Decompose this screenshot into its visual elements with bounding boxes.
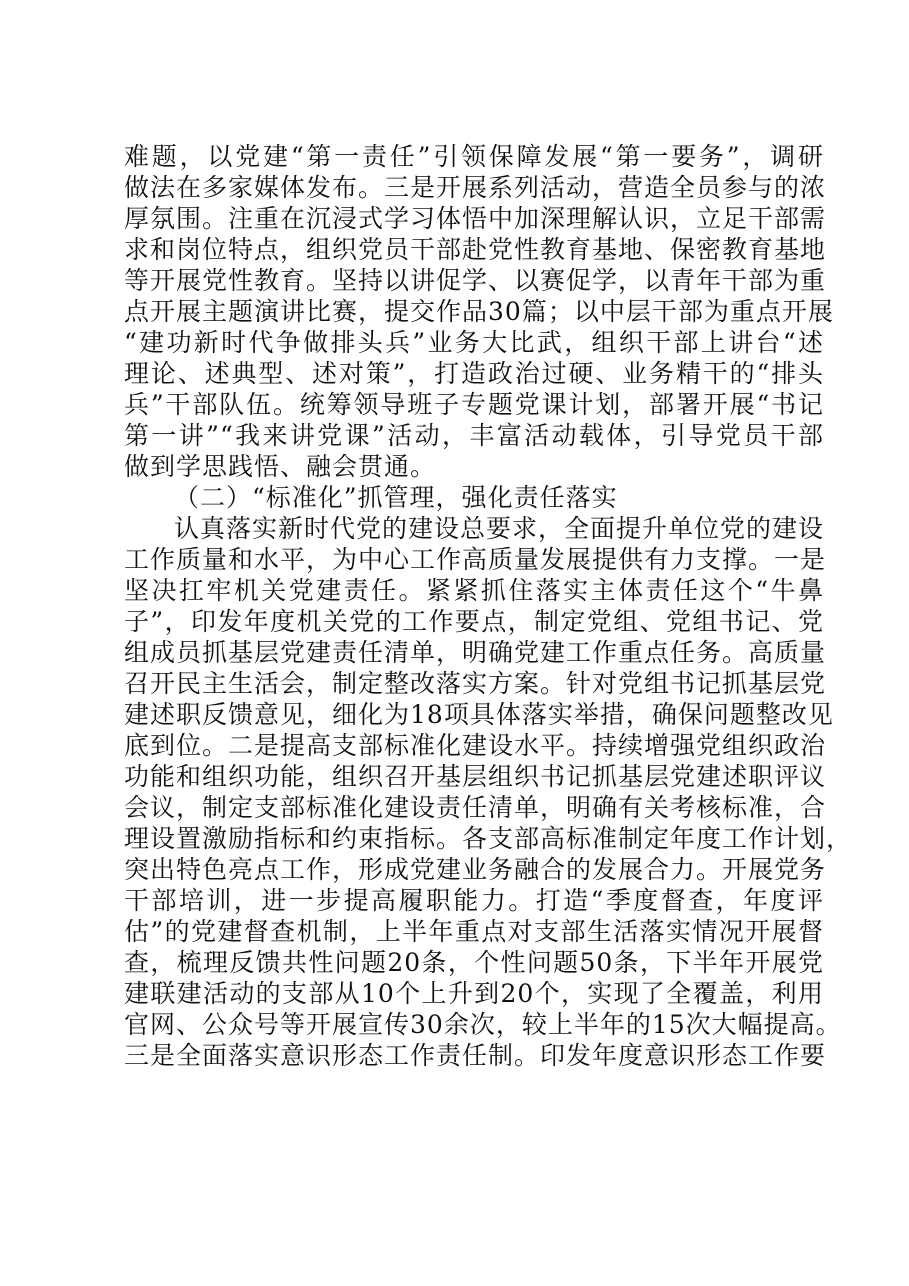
paragraph-1 (124, 141, 834, 482)
text-line: 官网、公众号等开展宣传30余次，较上半年的15次大幅提高。 (124, 1010, 842, 1039)
text-line: 建述职反馈意见，细化为18项具体落实举措，确保问题整改见 (124, 700, 834, 729)
text-line: 点开展主题演讲比赛，提交作品30篇；以中层干部为重点开展 (124, 297, 834, 326)
text-line: 理论、述典型、述对策”，打造政治过硬、业务精干的“排头 (124, 359, 824, 388)
text-line: 第一讲”“我来讲党课”活动，丰富活动载体，引导党员干部 (124, 421, 824, 450)
text-line: 难题，以党建“第一责任”引领保障发展“第一要务”，调研 (124, 142, 824, 171)
text-line: 突出特色亮点工作，形成党建业务融合的发展合力。开展党务 (124, 855, 827, 884)
text-line: 功能和组织功能，组织召开基层组织书记抓基层党建述职评议 (124, 762, 827, 791)
text-line: 召开民主生活会，制定整改落实方案。针对党组书记抓基层党 (124, 669, 827, 698)
text-line: 坚决扛牢机关党建责任。紧紧抓住落实主体责任这个“牛鼻 (124, 576, 824, 605)
text-line: 工作质量和水平，为中心工作高质量发展提供有力支撑。一是 (124, 545, 827, 574)
text-line: 做法在多家媒体发布。三是开展系列活动，营造全员参与的浓 (124, 173, 827, 202)
text-line: 等开展党性教育。坚持以讲促学、以赛促学，以青年干部为重 (124, 266, 827, 295)
text-line: 估”的党建督查机制，上半年重点对支部生活落实情况开展督 (124, 917, 824, 946)
paragraph-2 (124, 513, 853, 1071)
text-line: 查，梳理反馈共性问题20条，个性问题50条，下半年开展党 (124, 948, 824, 977)
text-line: 组成员抓基层党建责任清单，明确党建工作重点任务。高质量 (124, 638, 827, 667)
text-line: 底到位。二是提高支部标准化建设水平。持续增强党组织政治 (124, 731, 827, 760)
text-line: 做到学思践悟、融会贯通。 (124, 452, 437, 481)
text-line: 厚氛围。注重在沉浸式学习体悟中加深理解认识，立足干部需 (124, 204, 827, 233)
text-line: “建功新时代争做排头兵”业务大比武，组织干部上讲台“述 (124, 328, 824, 357)
document-body (124, 141, 853, 1071)
text-line: 理设置激励指标和约束指标。各支部高标准制定年度工作计划， (124, 824, 853, 853)
text-line: 三是全面落实意识形态工作责任制。印发年度意识形态工作要 (124, 1041, 827, 1070)
text-line: 子”，印发年度机关党的工作要点，制定党组、党组书记、党 (124, 607, 824, 636)
text-line: 干部培训，进一步提高履职能力。打造“季度督查，年度评 (124, 886, 824, 915)
text-line: 会议，制定支部标准化建设责任清单，明确有关考核标准，合 (124, 793, 827, 822)
text-line: 认真落实新时代党的建设总要求，全面提升单位党的建设 (174, 514, 825, 543)
section-heading: （二）“标准化”抓管理，强化责任落实 (174, 483, 618, 512)
text-line: 求和岗位特点，组织党员干部赴党性教育基地、保密教育基地 (124, 235, 827, 264)
text-line: 建联建活动的支部从10个上升到20个，实现了全覆盖，利用 (124, 979, 824, 1008)
text-line: 兵”干部队伍。统筹领导班子专题党课计划，部署开展“书记 (124, 390, 824, 419)
